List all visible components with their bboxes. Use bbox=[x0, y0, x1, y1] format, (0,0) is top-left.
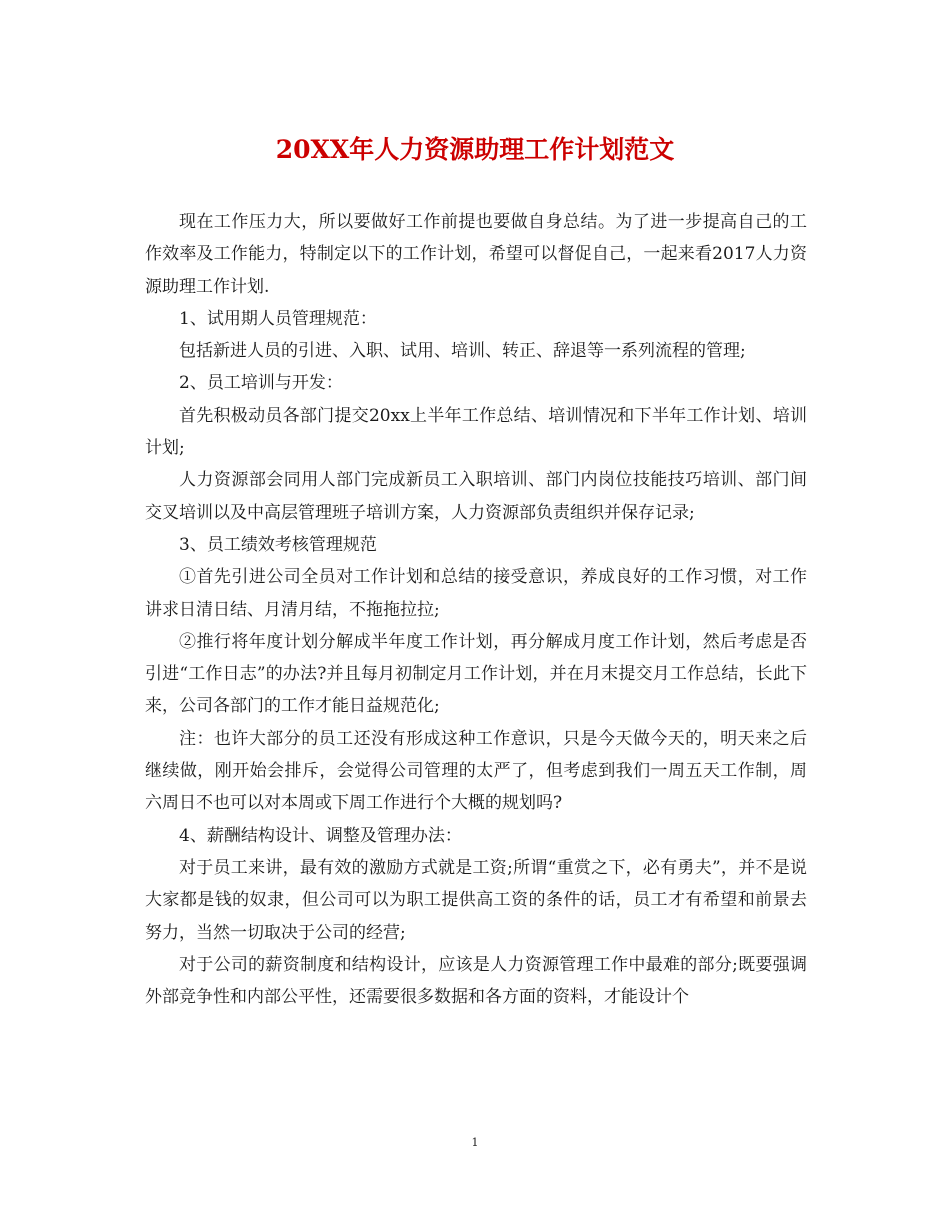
note-paragraph: 注：也许大部分的员工还没有形成这种工作意识，只是今天做今天的，明天来之后继续做，刚开始会排斥，会觉得公司管理的太严了，但考虑到我们一周五天工作制，周六周日不也可以对本周或下周工作进行个大概的规划吗? bbox=[145, 728, 807, 814]
paragraph: 包括新进人员的引进、入职、试用、培训、转正、辞退等一系列流程的管理; bbox=[179, 341, 746, 362]
paragraph: ②推行将年度计划分解成半年度工作计划，再分解成月度工作计划，然后考虑是否引进“工作日志”的办法?并且每月初制定月工作计划，并在月末提交月工作总结，长此下来，公司各部门的工作才能日益规范化; bbox=[145, 631, 807, 717]
page-number: 1 bbox=[471, 1136, 479, 1149]
paragraph: 对于公司的薪资制度和结构设计，应该是人力资源管理工作中最难的部分;既要强调外部竞争性和内部公平性，还需要很多数据和各方面的资料，才能设计个 bbox=[145, 954, 807, 1008]
paragraph: 对于员工来讲，最有效的激励方式就是工资;所谓“重赏之下，必有勇夫”，并不是说大家都是钱的奴隶，但公司可以为职工提供高工资的条件的话，员工才有希望和前景去努力，当然一切取决于公司的经营; bbox=[145, 857, 807, 943]
section-heading-performance: 3、员工绩效考核管理规范 bbox=[179, 534, 377, 555]
paragraph: 首先积极动员各部门提交20xx上半年工作总结、培训情况和下半年工作计划、培训计划; bbox=[145, 405, 807, 459]
intro-paragraph: 现在工作压力大，所以要做好工作前提也要做自身总结。为了进一步提高自己的工作效率及工作能力，特制定以下的工作计划，希望可以督促自己，一起来看2017人力资源助理工作计划. bbox=[145, 212, 807, 297]
section-heading-salary: 4、薪酬结构设计、调整及管理办法： bbox=[179, 825, 462, 846]
section-heading-training: 2、员工培训与开发： bbox=[179, 373, 343, 394]
document-body bbox=[145, 206, 807, 1013]
section-heading-probation: 1、试用期人员管理规范： bbox=[179, 308, 377, 329]
paragraph: ①首先引进公司全员对工作计划和总结的接受意识，养成良好的工作习惯，对工作讲求日清日结、月清月结，不拖拖拉拉; bbox=[145, 567, 807, 620]
paragraph: 人力资源部会同用人部门完成新员工入职培训、部门内岗位技能技巧培训、部门间交叉培训以及中高层管理班子培训方案，人力资源部负责组织并保存记录; bbox=[145, 470, 807, 523]
document-title: 20XX年人力资源助理工作计划范文 bbox=[275, 135, 675, 164]
